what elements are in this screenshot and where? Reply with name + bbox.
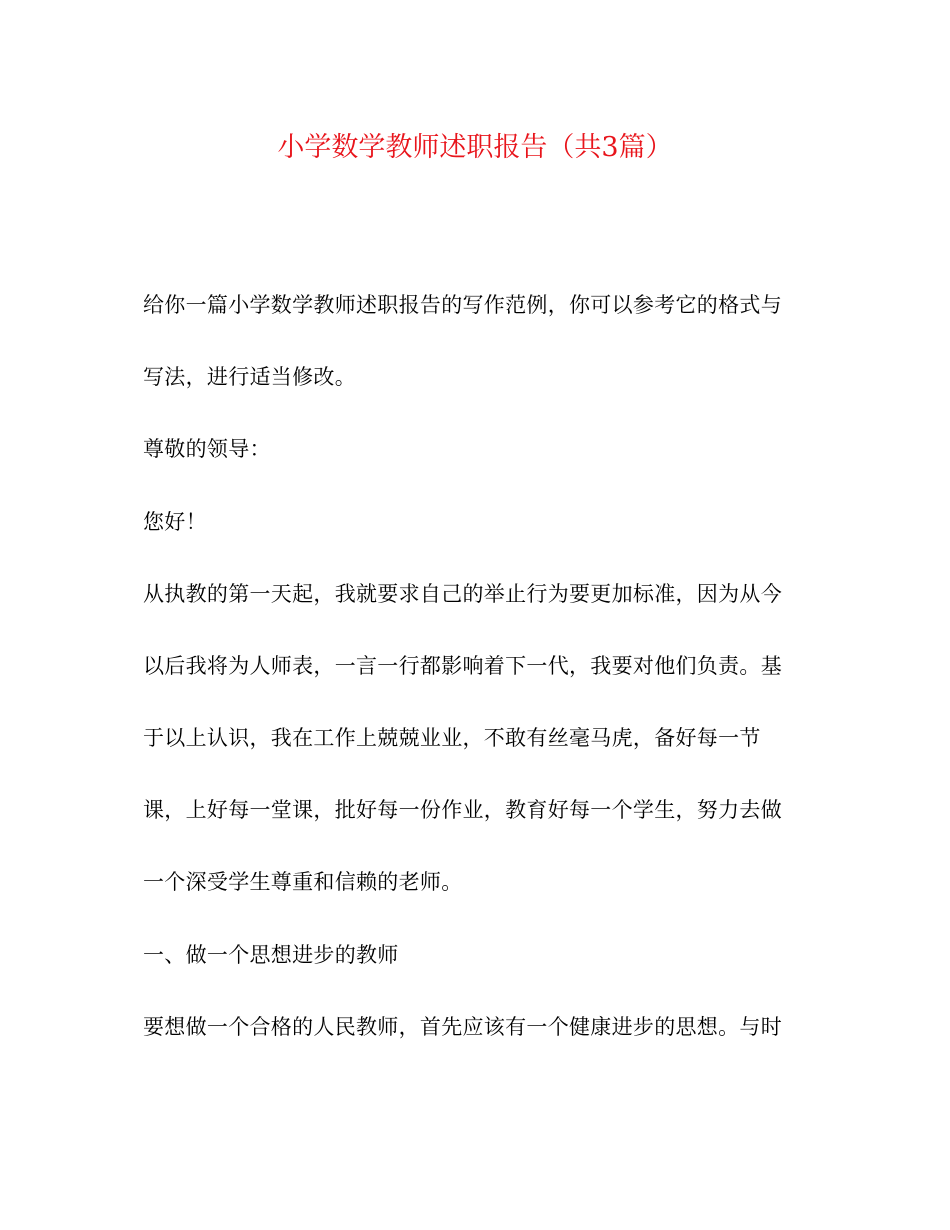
paragraph-line: 于以上认识，我在工作上兢兢业业，不敢有丝毫马虎，备好每一节	[143, 726, 761, 750]
paragraph-line: 要想做一个合格的人民教师，首先应该有一个健康进步的思想。与时	[143, 1015, 782, 1039]
paragraph-line: 从执教的第一天起，我就要求自己的举止行为要更加标准，因为从今	[143, 582, 782, 606]
paragraph-line: 以后我将为人师表，一言一行都影响着下一代，我要对他们负责。基	[143, 654, 782, 678]
document-title: 小学数学教师述职报告（共3篇）	[277, 132, 673, 163]
paragraph-line: 写法，进行适当修改。	[143, 365, 356, 389]
salutation: 尊敬的领导：	[143, 437, 271, 461]
section-heading: 一、做一个思想进步的教师	[143, 943, 399, 967]
greeting: 您好！	[143, 510, 207, 534]
paragraph-line: 课，上好每一堂课，批好每一份作业，教育好每一个学生，努力去做	[143, 798, 782, 822]
paragraph-line: 给你一篇小学数学教师述职报告的写作范例，你可以参考它的格式与	[143, 293, 782, 317]
paragraph-line: 一个深受学生尊重和信赖的老师。	[143, 870, 463, 894]
